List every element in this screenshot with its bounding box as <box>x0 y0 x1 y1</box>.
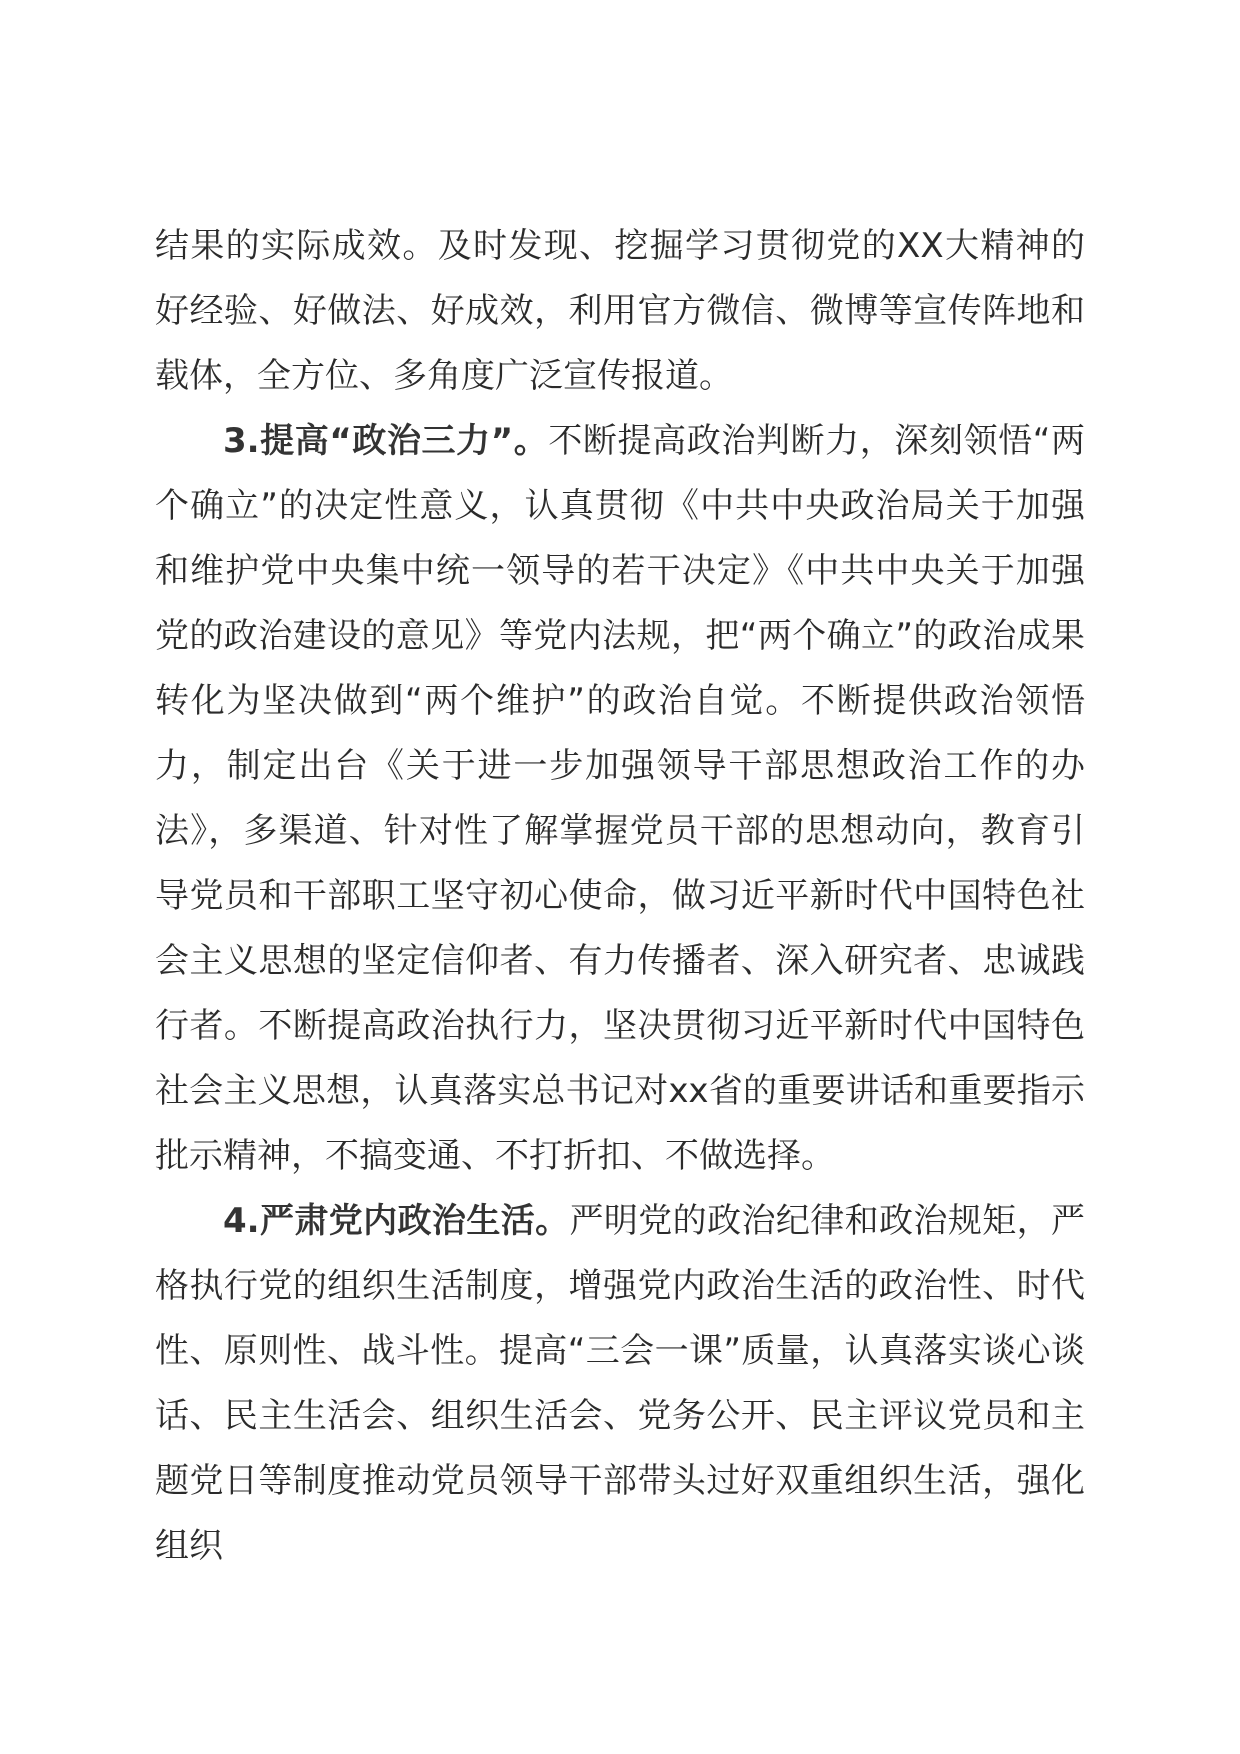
paragraph-continuation <box>155 214 1085 409</box>
paragraph-text: 严明党的政治纪律和政治规矩，严格执行党的组织生活制度，增强党内政治生活的政治性、时代性、原则性、战斗性。提高“三会一课”质量，认真落实谈心谈话、民主生活会、组织生活会、党务公开、民主评议党员和主题党日等制度推动党员领导干部带头过好双重组织生活，强化组织 <box>155 1201 1085 1566</box>
paragraph-text: 结果的实际成效。及时发现、挖掘学习贯彻党的XX大精神的好经验、好做法、好成效，利用官方微信、微博等宣传阵地和载体，全方位、多角度广泛宣传报道。 <box>155 226 1085 396</box>
paragraph-political-three-abilities <box>155 409 1085 1189</box>
paragraph-party-political-life <box>155 1189 1085 1579</box>
paragraph-heading: 4.严肃党内政治生活。 <box>223 1201 570 1241</box>
paragraph-heading: 3.提高“政治三力”。 <box>223 421 549 461</box>
paragraph-text: 不断提高政治判断力，深刻领悟“两个确立”的决定性意义，认真贯彻《中共中央政治局关于加强和维护党中央集中统一领导的若干决定》《中共中央关于加强党的政治建设的意见》等党内法规，把“两个确立”的政治成果转化为坚决做到“两个维护”的政治自觉。不断提供政治领悟力，制定出台《关于进一步加强领导干部思想政治工作的办法》，多渠道、针对性了解掌握党员干部的思想动向，教育引导党员和干部职工坚守初心使命，做习近平新时代中国特色社会主义思想的坚定信仰者、有力传播者、深入研究者、忠诚践行者。不断提高政治执行力，坚决贯彻习近平新时代中国特色社会主义思想，认真落实总书记对xx省的重要讲话和重要指示批示精神，不搞变通、不打折扣、不做选择。 <box>155 421 1085 1176</box>
document-body <box>155 214 1085 1579</box>
